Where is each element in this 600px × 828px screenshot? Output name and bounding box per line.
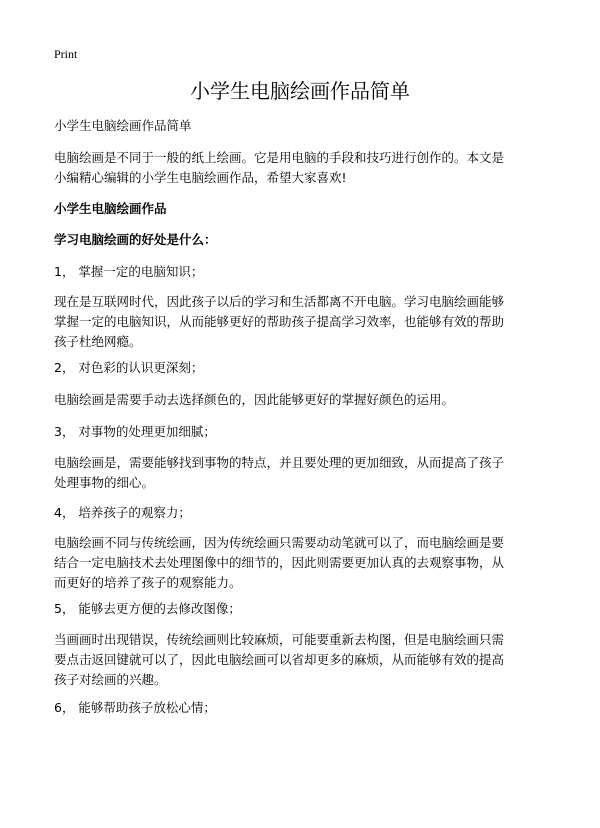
body-line: 处理事物的细心。 bbox=[54, 475, 155, 490]
list-item-heading: 4， 培养孩子的观察力； bbox=[54, 505, 191, 520]
list-item-heading: 3， 对事物的处理更加细腻； bbox=[54, 424, 216, 439]
intro-paragraph bbox=[54, 148, 554, 188]
body-line: 现在是互联网时代，因此孩子以后的学习和生活都离不开电脑。学习电脑绘画能够 bbox=[54, 294, 505, 309]
question-heading: 学习电脑绘画的好处是什么： bbox=[54, 232, 217, 247]
print-label: Print bbox=[54, 47, 78, 61]
page-title: 小学生电脑绘画作品简单 bbox=[190, 79, 410, 103]
body-line: 电脑绘画是需要手动去选择颜色的，因此能够更好的掌握好颜色的运用。 bbox=[54, 392, 455, 407]
list-item-heading: 2， 对色彩的认识更深刻； bbox=[54, 360, 204, 375]
section-heading: 小学生电脑绘画作品 bbox=[54, 201, 167, 216]
intro-line: 电脑绘画是不同于一般的纸上绘画。它是用电脑的手段和技巧进行创作的。本文是 bbox=[54, 150, 505, 165]
intro-line: 小编精心编辑的小学生电脑绘画作品，希望大家喜欢! bbox=[54, 170, 347, 185]
list-item-body bbox=[54, 630, 554, 690]
list-item-body bbox=[54, 453, 554, 493]
list-item-heading: 1， 掌握一定的电脑知识； bbox=[54, 264, 204, 279]
list-item-heading: 5， 能够去更方便的去修改图像； bbox=[54, 601, 241, 616]
body-line: 要点击返回键就可以了，因此电脑绘画可以省却更多的麻烦，从而能够有效的提高 bbox=[54, 652, 505, 667]
body-line: 电脑绘画不同与传统绘画，因为传统绘画只需要动动笔就可以了，而电脑绘画是要 bbox=[54, 535, 505, 550]
body-line: 孩子对绘画的兴趣。 bbox=[54, 672, 167, 687]
document-subtitle: 小学生电脑绘画作品简单 bbox=[54, 118, 192, 133]
body-line: 结合一定电脑技术去处理图像中的细节的，因此则需要更加认真的去观察事物，从 bbox=[54, 555, 505, 570]
body-line: 电脑绘画是，需要能够找到事物的特点，并且要处理的更加细致，从而提高了孩子 bbox=[54, 455, 505, 470]
list-item-body bbox=[54, 390, 554, 410]
list-item-body bbox=[54, 292, 554, 352]
body-line: 掌握一定的电脑知识，从而能够更好的帮助孩子提高学习效率，也能够有效的帮助 bbox=[54, 314, 505, 329]
body-line: 而更好的培养了孩子的观察能力。 bbox=[54, 575, 242, 590]
body-line: 孩子杜绝网瘾。 bbox=[54, 334, 142, 349]
list-item-heading: 6， 能够帮助孩子放松心情； bbox=[54, 700, 216, 715]
body-line: 当画画时出现错误，传统绘画则比较麻烦，可能要重新去构图，但是电脑绘画只需 bbox=[54, 632, 505, 647]
list-item-body bbox=[54, 533, 554, 593]
